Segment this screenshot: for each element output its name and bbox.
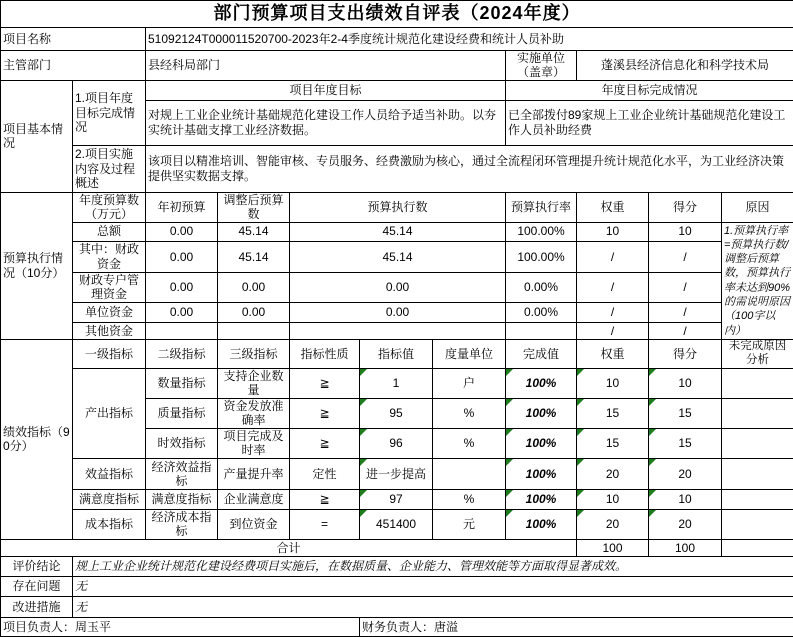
problems-label: 存在问题	[1, 576, 73, 596]
budget-row-name: 其中：财政资金	[73, 241, 146, 272]
dept-label: 主管部门	[1, 51, 146, 81]
indicator-weight: 10	[577, 368, 649, 398]
indicator-row-satisfaction	[1, 489, 793, 509]
excel-corner-mark-icon	[577, 429, 584, 436]
total-weight: 100	[577, 539, 649, 556]
indicator-col-header: 度量单位	[433, 339, 506, 368]
indicator-level1: 成本指标	[73, 509, 146, 539]
excel-corner-mark-icon	[577, 510, 584, 517]
excel-corner-mark-icon	[360, 459, 367, 466]
budget-initial	[146, 322, 218, 339]
budget-col-header: 预算执行率	[506, 192, 577, 222]
budget-row-total	[1, 222, 793, 241]
excel-corner-mark-icon	[360, 429, 367, 436]
indicator-reason	[722, 368, 793, 398]
indicator-value: 96	[360, 428, 433, 458]
excel-corner-mark-icon	[506, 369, 513, 376]
budget-rate: 100.00%	[506, 222, 577, 241]
basic-item1-label: 1.项目年度目标完成情况	[73, 80, 146, 145]
budget-initial: 0.00	[146, 272, 218, 302]
indicator-done: 100%	[506, 458, 577, 489]
project-manager-cell	[1, 617, 360, 636]
budget-score: 10	[649, 222, 722, 241]
indicator-done: 100%	[506, 489, 577, 509]
budget-row-name: 单位资金	[73, 302, 146, 322]
indicator-col-header: 未完成原因分析	[722, 339, 793, 368]
budget-weight: /	[577, 241, 649, 272]
indicator-level2: 质量指标	[146, 398, 218, 428]
budget-executed: 0.00	[290, 272, 506, 302]
excel-corner-mark-icon	[506, 490, 513, 497]
project-name-label: 项目名称	[1, 28, 146, 51]
department-row	[1, 51, 793, 81]
excel-corner-mark-icon	[649, 490, 656, 497]
indicator-score: 20	[649, 509, 722, 539]
budget-col-header: 权重	[577, 192, 649, 222]
impl-unit-value: 蓬溪县经济信息化和科学技术局	[577, 51, 793, 81]
indicator-nature: ≧	[290, 398, 360, 428]
total-label: 合计	[1, 539, 577, 556]
improvement-label: 改进措施	[1, 596, 73, 617]
dept-value: 县经科局部门	[146, 51, 506, 81]
budget-adjusted: 0.00	[218, 272, 290, 302]
indicator-unit: %	[433, 489, 506, 509]
budget-reason-note: 1.预算执行率=预算执行数/调整后预算数，预算执行率未达到90%的需说明原因（100字以内）	[722, 222, 793, 339]
budget-executed: 0.00	[290, 302, 506, 322]
excel-corner-mark-icon	[360, 399, 367, 406]
indicator-col-header: 三级指标	[218, 339, 290, 368]
finance-manager-name: 唐溢	[434, 620, 458, 634]
budget-score: /	[649, 322, 722, 339]
budget-weight: /	[577, 322, 649, 339]
project-manager-name: 周玉平	[75, 620, 111, 634]
excel-corner-mark-icon	[506, 459, 513, 466]
indicator-value: 451400	[360, 509, 433, 539]
indicator-value: 97	[360, 489, 433, 509]
indicator-score: 10	[649, 368, 722, 398]
indicator-nature: 定性	[290, 458, 360, 489]
basic-item2-label: 2.项目实施内容及过程概述	[73, 145, 146, 192]
budget-executed: 45.14	[290, 222, 506, 241]
basic-implementation-row	[1, 145, 793, 192]
indicator-nature: ≧	[290, 428, 360, 458]
total-row	[1, 539, 793, 556]
responsible-persons-row	[1, 617, 793, 636]
budget-executed: 45.14	[290, 241, 506, 272]
basic-goal-header-row	[1, 80, 793, 100]
indicator-value: 进一步提高	[360, 458, 433, 489]
implementation-text: 该项目以精准培训、智能审核、专员服务、经费激励为核心，通过全流程闭环管理提升统计规范化水平，为工业经济决策提供坚实数据支撑。	[146, 145, 793, 192]
excel-corner-mark-icon	[506, 429, 513, 436]
budget-col-header: 原因	[722, 192, 793, 222]
indicator-col-header: 一级指标	[73, 339, 146, 368]
budget-col-header: 年初预算	[146, 192, 218, 222]
indicator-level3: 企业满意度	[218, 489, 290, 509]
annual-goal-header: 项目年度目标	[146, 80, 506, 100]
budget-rate: 0.00%	[506, 272, 577, 302]
indicator-value: 1	[360, 368, 433, 398]
indicator-value: 95	[360, 398, 433, 428]
excel-corner-mark-icon	[577, 399, 584, 406]
indicator-weight: 20	[577, 458, 649, 489]
indicator-section-label: 绩效指标（90分）	[1, 339, 73, 539]
excel-corner-mark-icon	[577, 369, 584, 376]
indicator-reason	[722, 489, 793, 509]
indicator-score: 15	[649, 428, 722, 458]
excel-corner-mark-icon	[360, 510, 367, 517]
indicator-level2: 经济成本指标	[146, 509, 218, 539]
indicator-level2: 时效指标	[146, 428, 218, 458]
indicator-reason	[722, 509, 793, 539]
budget-executed	[290, 322, 506, 339]
budget-weight: /	[577, 302, 649, 322]
excel-corner-mark-icon	[649, 429, 656, 436]
indicator-level3: 项目完成及时率	[218, 428, 290, 458]
budget-row-other-funds	[1, 322, 793, 339]
indicator-level3: 支持企业数量	[218, 368, 290, 398]
indicator-unit: %	[433, 398, 506, 428]
indicator-unit: %	[433, 428, 506, 458]
indicator-score: 20	[649, 458, 722, 489]
budget-adjusted	[218, 322, 290, 339]
budget-rate: 100.00%	[506, 241, 577, 272]
budget-rate: 0.00%	[506, 302, 577, 322]
finance-manager-label: 财务负责人：	[362, 620, 434, 634]
budget-col-header: 预算执行数	[290, 192, 506, 222]
indicator-row-cost	[1, 509, 793, 539]
total-score: 100	[649, 539, 722, 556]
budget-score: /	[649, 302, 722, 322]
indicator-level2: 经济效益指标	[146, 458, 218, 489]
excel-corner-mark-icon	[577, 490, 584, 497]
budget-row-name: 财政专户管理资金	[73, 272, 146, 302]
excel-corner-mark-icon	[577, 459, 584, 466]
indicator-unit: 户	[433, 368, 506, 398]
indicator-row-quantity	[1, 368, 793, 398]
basic-section-label: 项目基本情况	[1, 80, 73, 192]
excel-corner-mark-icon	[506, 399, 513, 406]
indicator-col-header: 指标值	[360, 339, 433, 368]
budget-row-special-account	[1, 272, 793, 302]
budget-score: /	[649, 241, 722, 272]
budget-adjusted: 45.14	[218, 222, 290, 241]
budget-col-header: 得分	[649, 192, 722, 222]
budget-row-name: 总额	[73, 222, 146, 241]
title-row	[1, 1, 793, 28]
indicator-level1: 效益指标	[73, 458, 146, 489]
conclusion-text: 规上工业企业统计规范化建设经费项目实施后，在数据质量、企业能力、管理效能等方面取得显著成效。	[73, 556, 793, 576]
indicator-level1: 满意度指标	[73, 489, 146, 509]
excel-corner-mark-icon	[649, 369, 656, 376]
budget-weight: /	[577, 272, 649, 302]
budget-section-label: 预算执行情况（10分）	[1, 192, 73, 339]
indicator-unit: 元	[433, 509, 506, 539]
budget-col-header: 调整后预算数	[218, 192, 290, 222]
budget-initial: 0.00	[146, 302, 218, 322]
indicator-level3: 产量提升率	[218, 458, 290, 489]
excel-corner-mark-icon	[649, 510, 656, 517]
indicator-header-row	[1, 339, 793, 368]
indicator-nature: ≧	[290, 368, 360, 398]
indicator-col-header: 权重	[577, 339, 649, 368]
indicator-score: 10	[649, 489, 722, 509]
indicator-done: 100%	[506, 398, 577, 428]
indicator-col-header: 指标性质	[290, 339, 360, 368]
project-name-value: 51092124T000011520700-2023年2-4季度统计规范化建设经费和统计人员补助	[146, 28, 793, 51]
budget-score: /	[649, 272, 722, 302]
problems-row	[1, 576, 793, 596]
goal-completion-text: 已全部拨付89家规上工业企业统计基础规范化建设工作人员补助经费	[506, 100, 793, 145]
excel-corner-mark-icon	[360, 490, 367, 497]
budget-adjusted: 0.00	[218, 302, 290, 322]
indicator-done: 100%	[506, 368, 577, 398]
indicator-weight: 15	[577, 398, 649, 428]
budget-adjusted: 45.14	[218, 241, 290, 272]
page-title: 部门预算项目支出绩效自评表（2024年度）	[1, 1, 793, 28]
excel-corner-mark-icon	[360, 369, 367, 376]
indicator-score: 15	[649, 398, 722, 428]
finance-manager-cell	[360, 617, 793, 636]
indicator-reason	[722, 458, 793, 489]
project-name-row	[1, 28, 793, 51]
indicator-row-benefit	[1, 458, 793, 489]
improvement-text: 无	[73, 596, 793, 617]
indicator-weight: 20	[577, 509, 649, 539]
budget-header-row	[1, 192, 793, 222]
indicator-done: 100%	[506, 428, 577, 458]
budget-row-name: 其他资金	[73, 322, 146, 339]
conclusion-row	[1, 556, 793, 576]
indicator-weight: 10	[577, 489, 649, 509]
indicator-reason	[722, 398, 793, 428]
excel-corner-mark-icon	[506, 510, 513, 517]
impl-unit-label: 实施单位（盖章）	[506, 51, 577, 81]
excel-corner-mark-icon	[649, 399, 656, 406]
indicator-level1: 产出指标	[73, 368, 146, 458]
project-manager-label: 项目负责人：	[3, 620, 75, 634]
indicator-col-header: 完成值	[506, 339, 577, 368]
annual-goal-text: 对规上工业企业统计基础规范化建设工作人员给予适当补助。以夯实统计基础支撑工业经济数据。	[146, 100, 506, 145]
indicator-level3: 到位资金	[218, 509, 290, 539]
budget-rate	[506, 322, 577, 339]
total-reason-empty	[722, 539, 793, 556]
excel-corner-mark-icon	[649, 459, 656, 466]
budget-initial: 0.00	[146, 222, 218, 241]
indicator-nature: ≧	[290, 489, 360, 509]
indicator-weight: 15	[577, 428, 649, 458]
budget-weight: 10	[577, 222, 649, 241]
indicator-nature: =	[290, 509, 360, 539]
improvement-row	[1, 596, 793, 617]
indicator-unit	[433, 458, 506, 489]
budget-initial: 0.00	[146, 241, 218, 272]
indicator-level2: 满意度指标	[146, 489, 218, 509]
indicator-level2: 数量指标	[146, 368, 218, 398]
goal-completion-header: 年度目标完成情况	[506, 80, 793, 100]
indicator-done: 100%	[506, 509, 577, 539]
indicator-col-header: 得分	[649, 339, 722, 368]
indicator-reason	[722, 428, 793, 458]
conclusion-label: 评价结论	[1, 556, 73, 576]
indicator-level3: 资金发放准确率	[218, 398, 290, 428]
problems-text: 无	[73, 576, 793, 596]
indicator-col-header: 二级指标	[146, 339, 218, 368]
budget-col-header: 年度预算数（万元）	[73, 192, 146, 222]
budget-row-fiscal	[1, 241, 793, 272]
budget-row-unit-funds	[1, 302, 793, 322]
